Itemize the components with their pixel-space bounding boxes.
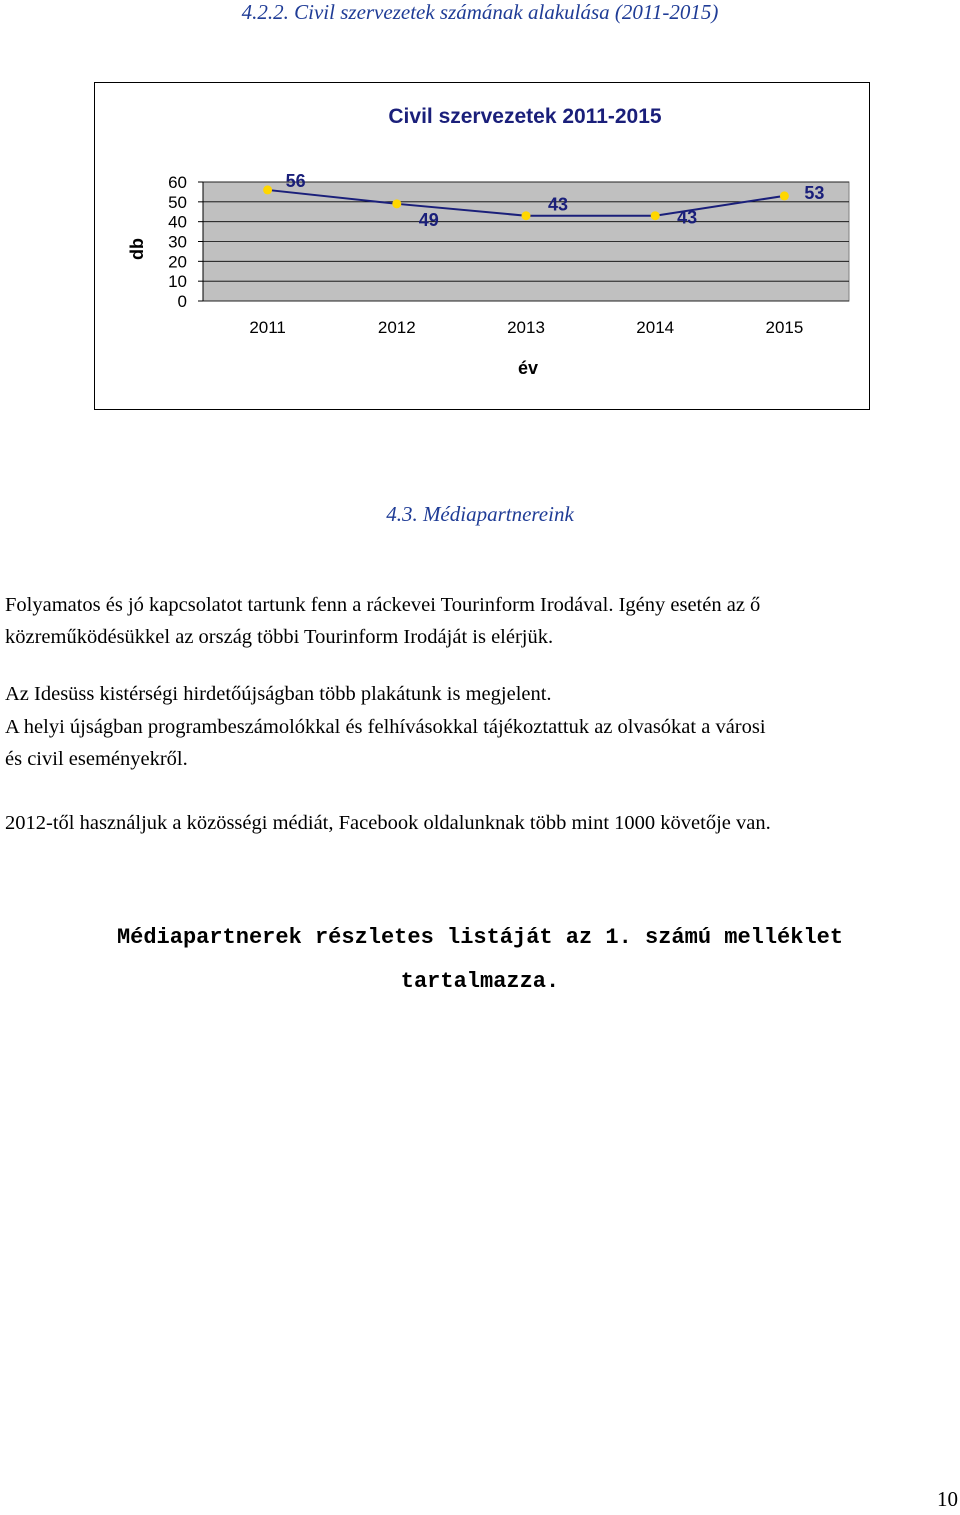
data-point [780,191,789,200]
x-tick-label: 2011 [249,318,286,337]
plot-area [168,171,849,337]
y-tick-label: 60 [168,173,187,192]
x-axis-label: év [517,358,539,378]
y-axis-label: db [127,238,147,260]
data-point [522,211,531,220]
page-number: 10 [937,1487,958,1511]
appendix-note-line: tartalmazza. [400,969,560,994]
y-tick-label: 50 [168,192,187,212]
paragraph-line: és civil eseményekről. [5,748,188,770]
section-title-4-2-2: 4.2.2. Civil szervezetek számának alakulása (2011-2015) [241,0,719,24]
chart-title: Civil szervezetek 2011-2015 [388,105,662,128]
x-tick-label: 2012 [377,318,416,337]
y-tick-label: 10 [168,272,187,292]
paragraph-line: A helyi újságban programbeszámolókkal és felhívásokkal tájékoztattuk az olvasókat a városi [5,716,766,738]
appendix-note-line: Médiapartnerek részletes listáját az 1. számú melléklet [116,925,844,950]
data-label: 43 [547,194,569,215]
chart-svg [95,83,871,411]
paragraph-line: közreműködésükkel az ország többi Tourinform Irodáját is elérjük. [5,626,554,648]
data-label: 56 [285,170,306,191]
data-label: 43 [677,207,698,228]
paragraph-tourinform [5,589,960,653]
y-tick-label: 40 [168,212,187,232]
y-tick-label: 30 [168,232,187,252]
y-tick-label: 20 [168,252,187,272]
line-chart [94,82,870,410]
x-tick-label: 2014 [636,318,675,337]
paragraph-local-newspaper [5,711,960,775]
data-point [263,185,272,194]
paragraph-idesuss: Az Idesüss kistérségi hirdetőújságban több plakátunk is megjelent. [5,683,552,705]
data-label: 49 [418,209,439,230]
appendix-note [0,916,960,1004]
y-tick-label: 0 [177,292,187,311]
paragraph-social-media: 2012-től használjuk a közösségi médiát, Facebook oldalunknak több mint 1000 követője van. [5,812,771,834]
data-point [651,211,660,220]
x-tick-label: 2015 [765,318,804,337]
x-tick-label: 2013 [507,318,545,337]
paragraph-line: Folyamatos és jó kapcsolatot tartunk fenn a ráckevei Tourinform Irodával. Igény esetén az ő [5,594,761,616]
section-title-4-3: 4.3. Médiapartnereink [386,502,574,526]
data-point [392,199,401,208]
data-label: 53 [804,182,825,203]
